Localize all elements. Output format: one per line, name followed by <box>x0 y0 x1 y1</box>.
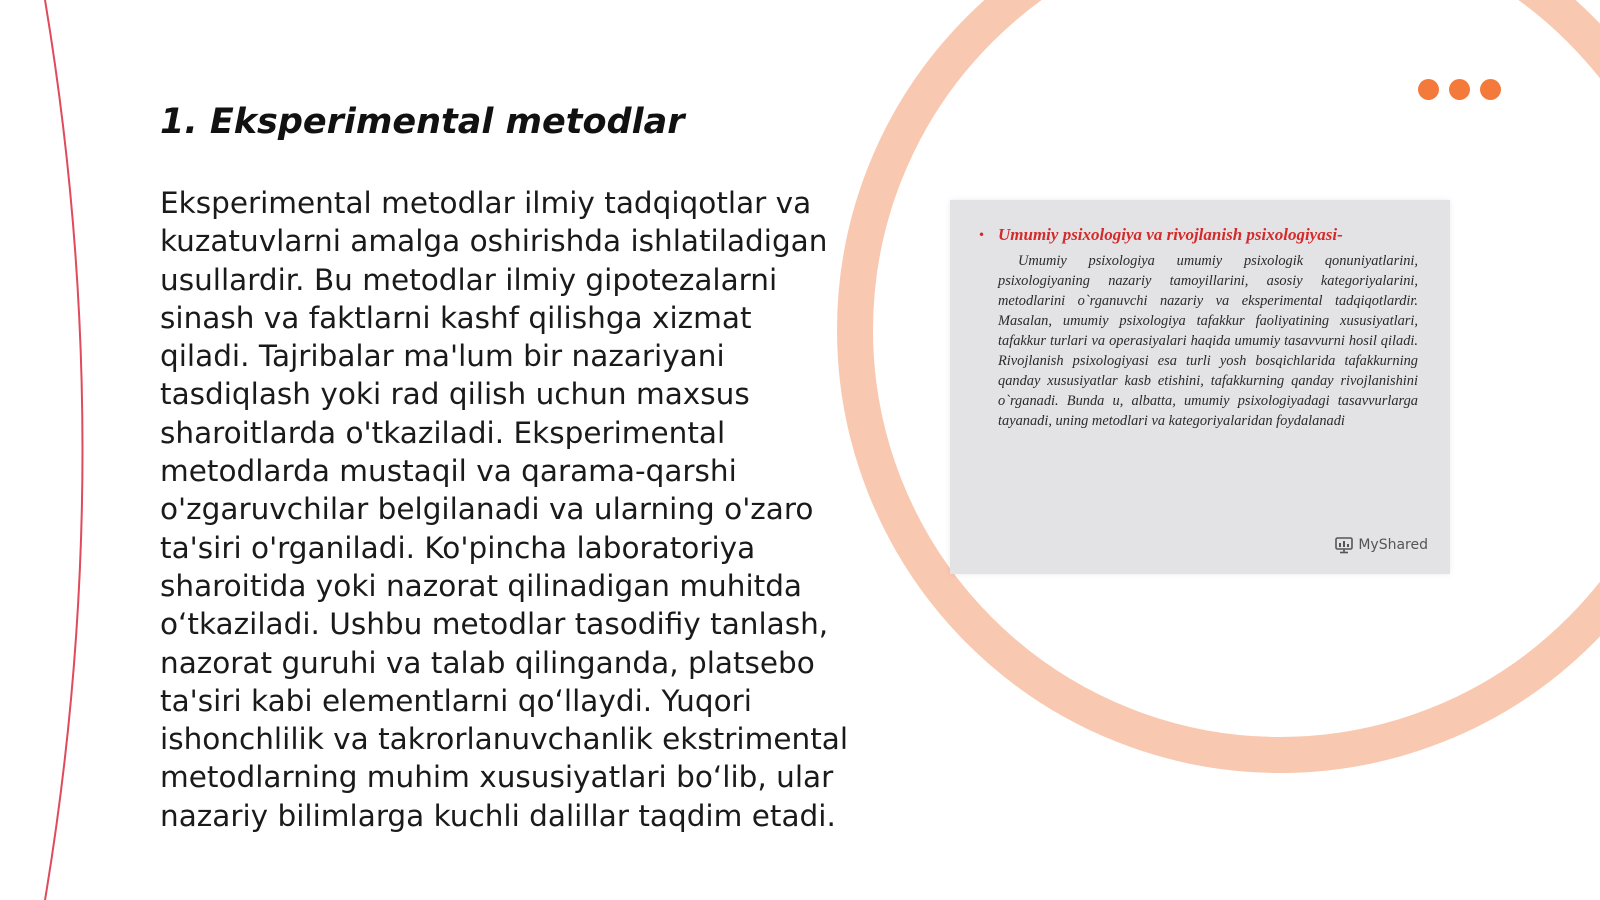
myshared-logo-icon <box>1334 536 1354 554</box>
embedded-slide-image <box>950 200 1450 574</box>
dot-icon <box>1449 79 1470 100</box>
watermark-label: MyShared <box>1358 537 1428 553</box>
bullet-icon: • <box>978 228 986 242</box>
dot-icon <box>1418 79 1439 100</box>
menu-dots-icon <box>1418 79 1501 100</box>
card-heading: Umumiy psixologiya va rivojlanish psixologiyasi- <box>998 225 1343 244</box>
card-body-text: Umumiy psixologiya umumiy psixologik qonuniyatlarini, psixologiyaning nazariy tamoyillarini, asosiy kategoriyalarini, metodlarini o`rganuvchi nazariy va eksperimental tadqiqotlardir. Masalan, umumiy psixologiya tafakkur faoliyatining xususiyatlari, tafakkur turlari va operasiyalari haqida umumiy tasavvurni hosil qiladi. Rivojlanish psixologiyasi esa turli yosh bosqichlarida tafakkurning qanday xususiyatlar kasb etishini, tafakkurning qanday rivojlanishini o`rganadi. Bunda u, albatta, umumiy psixologiyadagi tasavvurlarga tayanadi, uning metodlari va kategoriyalaridan foydalanadi <box>998 253 1418 429</box>
slide-body-text: Eksperimental metodlar ilmiy tadqiqotlar va kuzatuvlarni amalga oshirishda ishlatiladigan usullardir. Bu metodlar ilmiy gipotezalarni sinash va faktlarni kashf qilishga xizmat qiladi. Tajribalar ma'lum bir nazariyani tasdiqlash yoki rad qilish uchun maxsus sharoitlarda o'tkaziladi. Eksperimental metodlarda mustaqil va qarama-qarshi o'zgaruvchilar belgilanadi va ularning o'zaro ta'siri o'rganiladi. Ko'pincha laboratoriya sharoitida yoki nazorat qilinadigan muhitda o‘tkaziladi. Ushbu metodlar tasodifiy tanlash, nazorat guruhi va talab qilinganda, platsebo ta'siri kabi elementlarni qo‘llaydi. Yuqori ishonchlilik va takrorlanuvchanlik ekstrimental metodlarning muhim xususiyatlari bo‘lib, ular nazariy bilimlarga kuchli dalillar taqdim etadi. <box>160 186 849 833</box>
slide-title: 1. Eksperimental metodlar <box>160 102 685 142</box>
left-red-curve <box>45 0 83 900</box>
card-heading-row <box>978 224 1418 246</box>
dot-icon <box>1480 79 1501 100</box>
watermark <box>1334 536 1428 554</box>
